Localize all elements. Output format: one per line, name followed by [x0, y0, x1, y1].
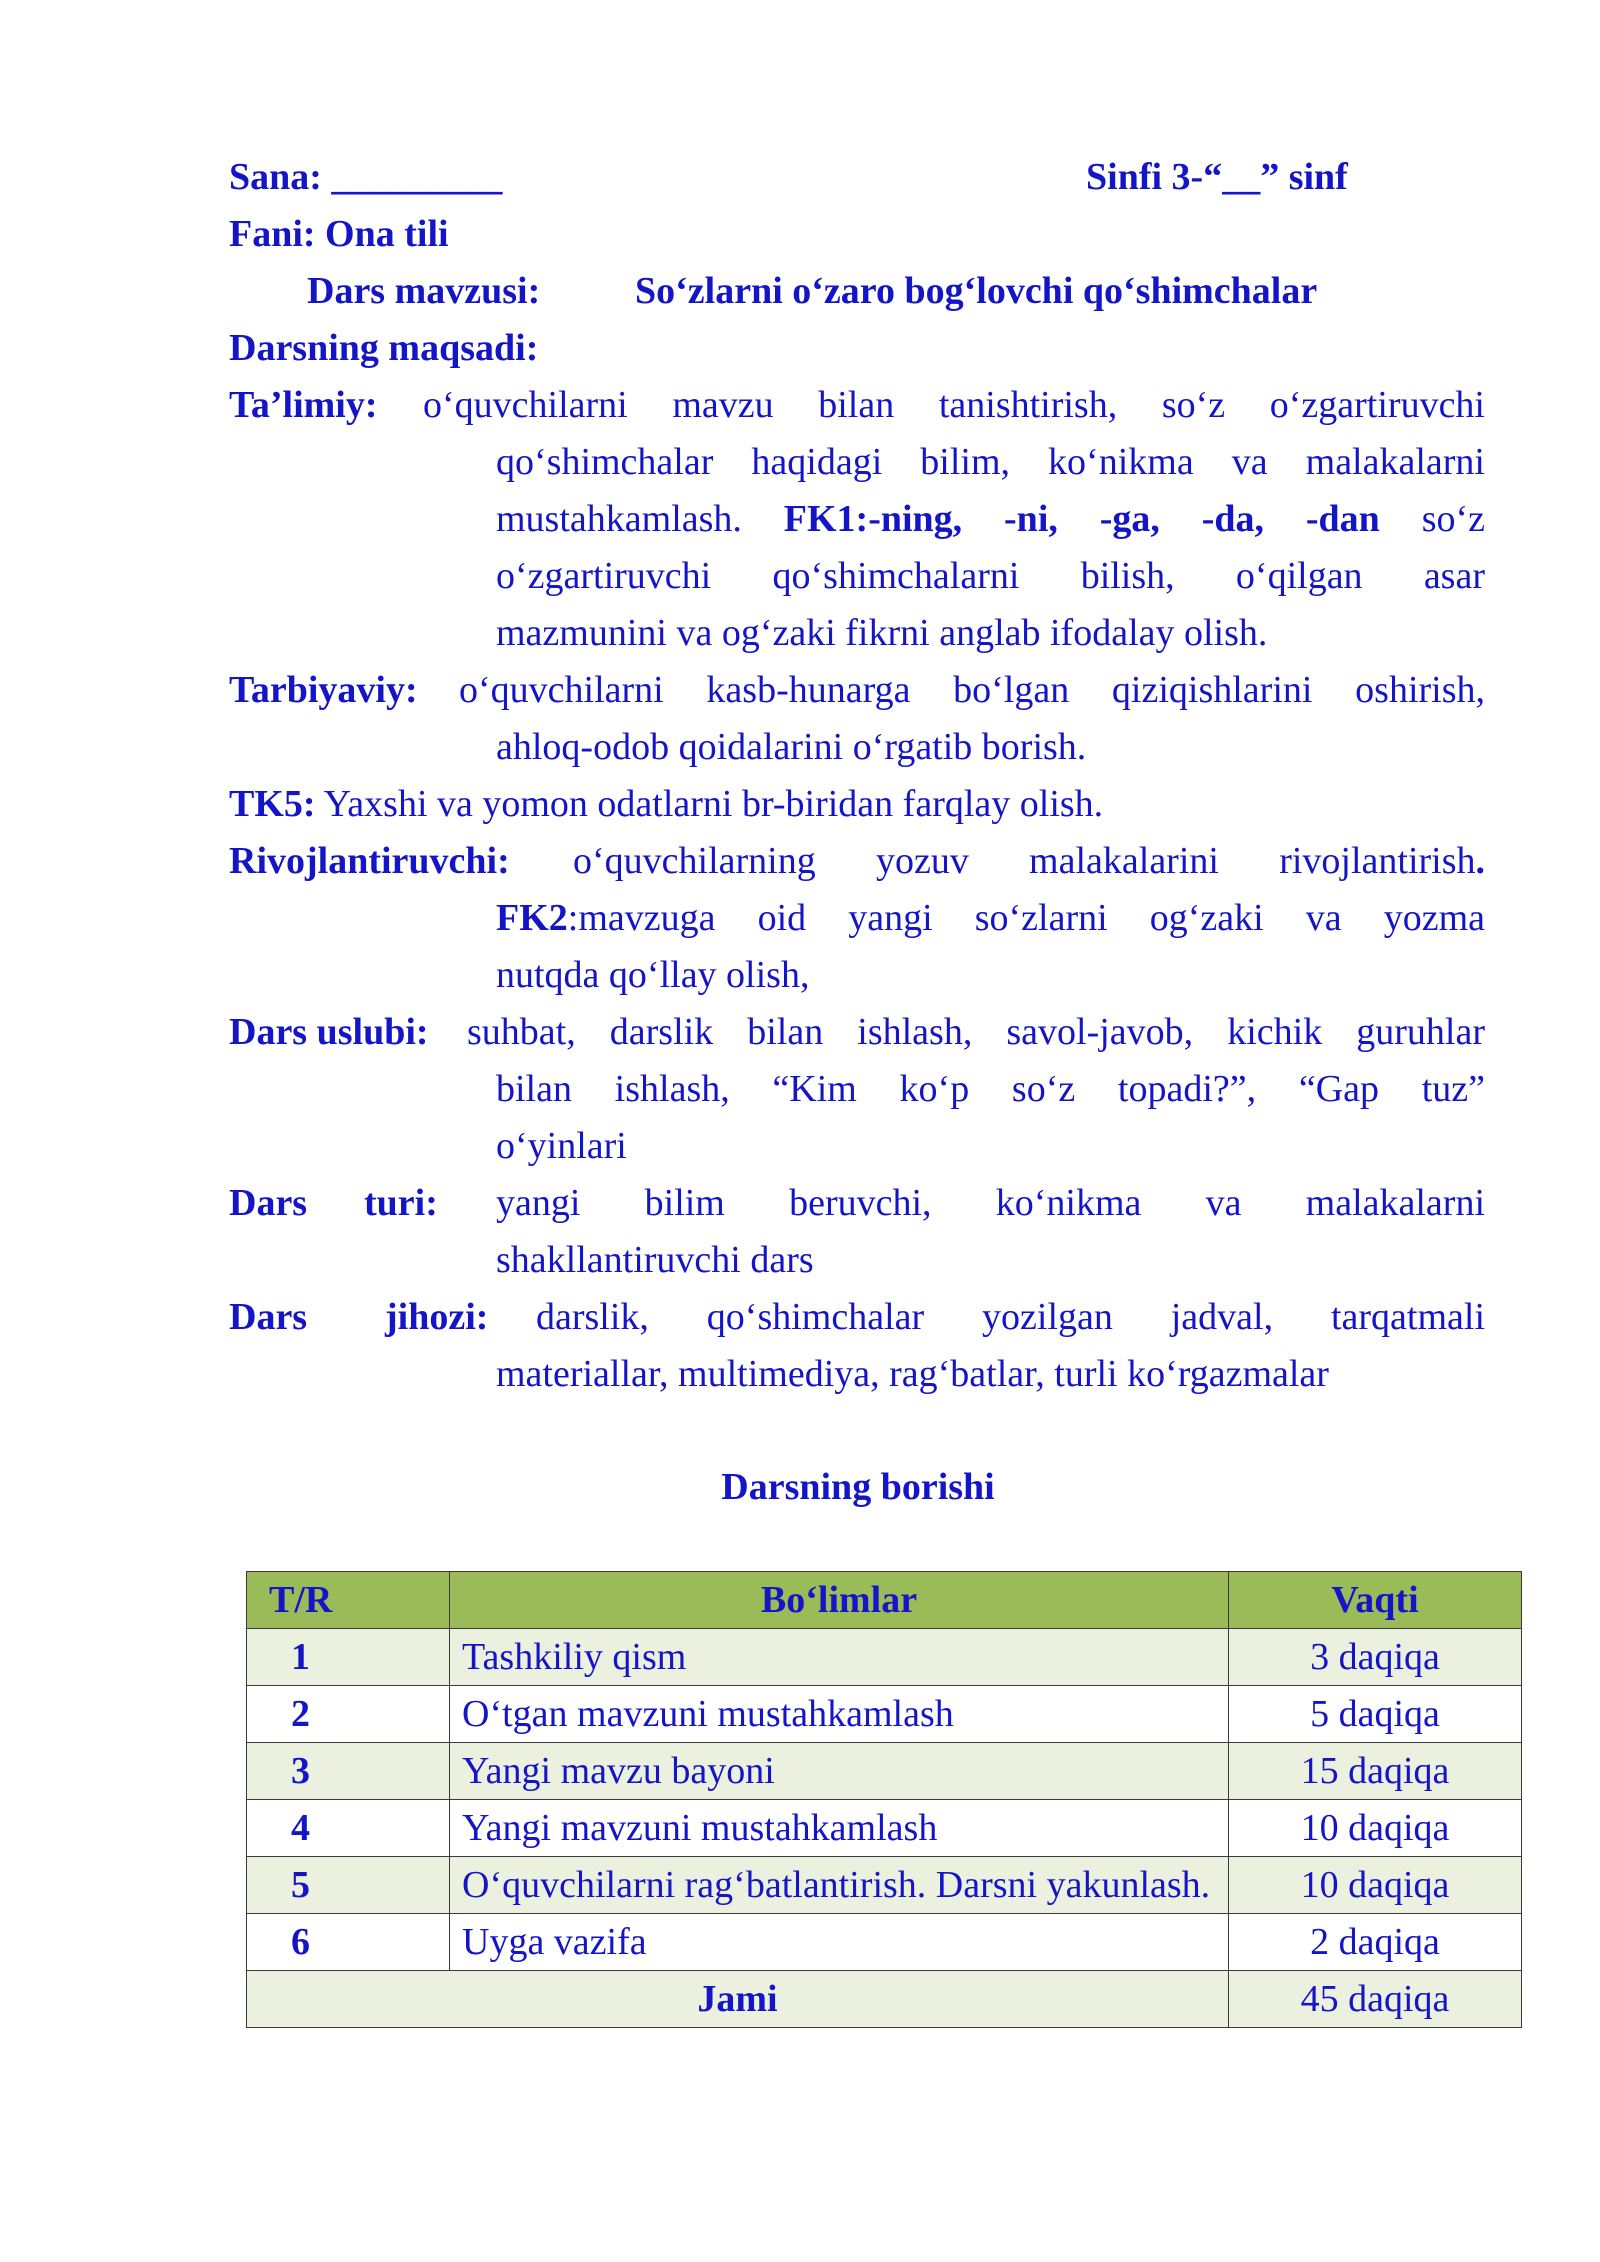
equipment-label-b: jihozi:: [385, 1296, 489, 1338]
row-time: 5 daqiqa: [1229, 1686, 1522, 1743]
row-number: 2: [247, 1686, 450, 1743]
table-total-row: [247, 1971, 1522, 2028]
table-row: [247, 1857, 1522, 1914]
method-line: bilan ishlash, “Kim ko‘p so‘z topadi?”, “Gap tuz”: [496, 1068, 1485, 1110]
development-goal-line-fk2: [496, 890, 1485, 947]
type-label-a: Dars: [229, 1182, 308, 1224]
fk2-label: FK2: [496, 897, 568, 939]
fk1-label: FK1:-ning, -ni, -ga, -da, -dan: [783, 498, 1380, 540]
educational-goal-line: qo‘shimchalar haqidagi bilim, ko‘nikma va malakalarni: [496, 441, 1485, 483]
row-number: 6: [247, 1914, 450, 1971]
date-label: Sana: _________: [229, 156, 503, 198]
upbringing-goal-line: o‘quvchilarni kasb-hunarga bo‘lgan qiziqishlarini oshirish,: [459, 669, 1485, 711]
table-row: [247, 1914, 1522, 1971]
development-goal-label: Rivojlantiruvchi:: [229, 840, 510, 882]
row-number: 4: [247, 1800, 450, 1857]
method-line: suhbat, darslik bilan ishlash, savol-javob, kichik guruhlar: [467, 1011, 1485, 1053]
row-number: 5: [247, 1857, 450, 1914]
table-row: [247, 1743, 1522, 1800]
upbringing-goal-line: ahloq-odob qoidalarini o‘rgatib borish.: [496, 726, 1087, 768]
upbringing-goal-label: Tarbiyaviy:: [229, 669, 418, 711]
method-line: o‘yinlari: [496, 1125, 627, 1167]
educational-goal-line: mazmunini va og‘zaki fikrni anglab ifodalay olish.: [496, 612, 1268, 654]
row-time: 15 daqiqa: [1229, 1743, 1522, 1800]
topic-value: So‘zlarni o‘zaro bog‘lovchi qo‘shimchalar: [635, 270, 1318, 312]
lesson-plan-table: [246, 1571, 1522, 2028]
row-time: 3 daqiqa: [1229, 1629, 1522, 1686]
table-header-row: [247, 1572, 1522, 1629]
development-goal-text: o‘quvchilarning yozuv malakalarini rivojlantirish: [573, 840, 1476, 882]
row-number: 1: [247, 1629, 450, 1686]
row-number: 3: [247, 1743, 450, 1800]
row-section: Yangi mavzu bayoni: [450, 1743, 1229, 1800]
topic-label: Dars mavzusi:: [307, 270, 541, 312]
table-row: [247, 1629, 1522, 1686]
type-line: shakllantiruvchi dars: [496, 1239, 814, 1281]
table-row: [247, 1800, 1522, 1857]
development-goal-line: [573, 833, 1485, 890]
equipment-line: darslik, qo‘shimchalar yozilgan jadval, tarqatmali: [536, 1296, 1485, 1338]
row-time: 2 daqiqa: [1229, 1914, 1522, 1971]
class-label: Sinfi 3-“__” sinf: [1086, 156, 1348, 198]
type-label-b: turi:: [364, 1182, 438, 1224]
goal-label: Darsning maqsadi:: [229, 327, 539, 369]
row-time: 10 daqiqa: [1229, 1800, 1522, 1857]
row-section: Yangi mavzuni mustahkamlash: [450, 1800, 1229, 1857]
type-line: yangi bilim beruvchi, ko‘nikma va malakalarni: [496, 1182, 1485, 1224]
educational-goal-text: mustahkamlash.: [496, 498, 742, 540]
development-goal-line: nutqda qo‘llay olish,: [496, 954, 810, 996]
educational-goal-line: o‘zgartiruvchi qo‘shimchalarni bilish, o‘qilgan asar: [496, 555, 1485, 597]
row-time: 10 daqiqa: [1229, 1857, 1522, 1914]
equipment-label-a: Dars: [229, 1296, 308, 1338]
development-goal-text: :mavzuga oid yangi so‘zlarni og‘zaki va yozma: [567, 897, 1485, 939]
method-label: Dars uslubi:: [229, 1011, 429, 1053]
row-section: O‘tgan mavzuni mustahkamlash: [450, 1686, 1229, 1743]
total-value: 45 daqiqa: [1229, 1971, 1522, 2028]
educational-goal-line-fk1: [496, 491, 1485, 548]
table-row: [247, 1686, 1522, 1743]
development-goal-period: .: [1475, 840, 1485, 882]
total-label: Jami: [247, 1971, 1229, 2028]
educational-goal-label: Ta’limiy:: [229, 384, 378, 426]
educational-goal-text: so‘z: [1421, 498, 1485, 540]
tk5-label: TK5:: [229, 783, 316, 825]
column-header-sections: Bo‘limlar: [450, 1572, 1229, 1629]
tk5-text: Yaxshi va yomon odatlarni br-biridan farqlay olish.: [323, 783, 1104, 825]
equipment-line: materiallar, multimediya, rag‘batlar, turli ko‘rgazmalar: [496, 1353, 1329, 1395]
column-header-time: Vaqti: [1229, 1572, 1522, 1629]
row-section: Uyga vazifa: [450, 1914, 1229, 1971]
column-header-number: T/R: [247, 1572, 450, 1629]
row-section: Tashkiliy qism: [450, 1629, 1229, 1686]
row-section: O‘quvchilarni rag‘batlantirish. Darsni yakunlash.: [450, 1857, 1229, 1914]
lesson-flow-title: Darsning borishi: [721, 1466, 995, 1508]
educational-goal-line: o‘quvchilarni mavzu bilan tanishtirish, so‘z o‘zgartiruvchi: [423, 384, 1485, 426]
tk5-line: [229, 776, 1103, 832]
subject-label: Fani: Ona tili: [229, 213, 449, 255]
